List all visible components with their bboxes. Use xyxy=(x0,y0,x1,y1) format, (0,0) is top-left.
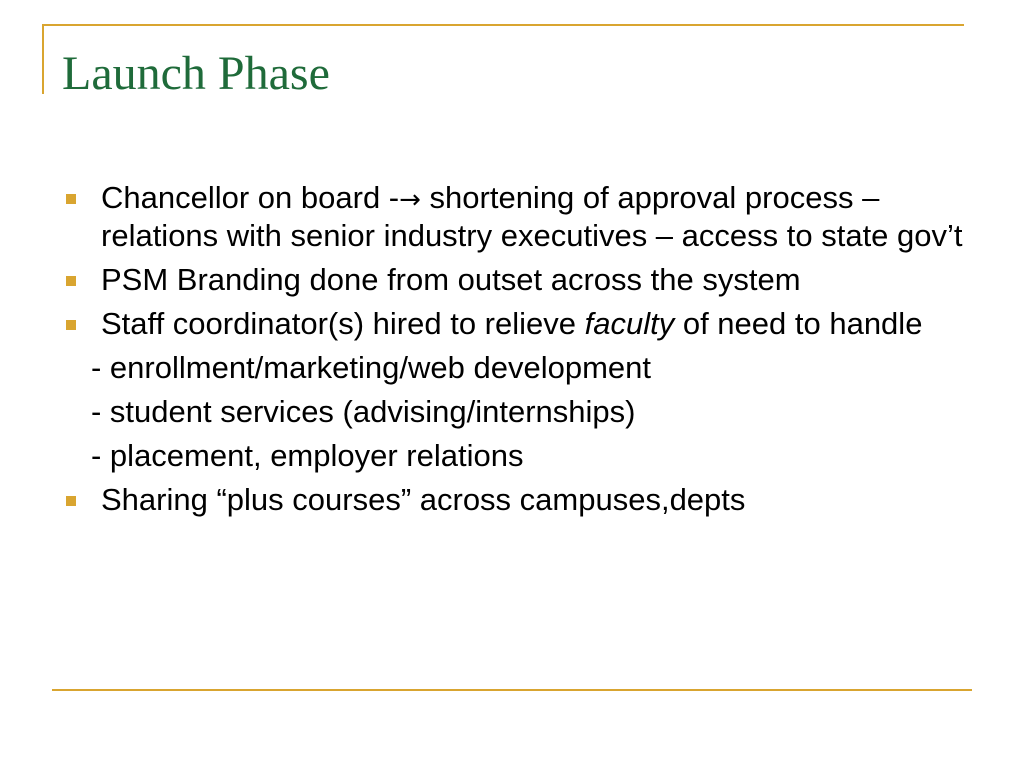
bullet-item-branding xyxy=(64,262,974,297)
sub-item-placement: - placement, employer relations xyxy=(91,438,524,473)
square-bullet-icon xyxy=(66,496,76,506)
bullet-text: Chancellor on board - xyxy=(101,180,400,215)
square-bullet-icon xyxy=(66,194,76,204)
bullet-text: Sharing “plus courses” across campuses,depts xyxy=(101,482,746,517)
bullet-item-chancellor xyxy=(64,180,974,253)
right-arrow-icon: → xyxy=(399,185,421,215)
bullet-emphasis: faculty xyxy=(584,306,675,341)
bullet-text: shortening of approval process – relations with senior industry executives – access to state gov’t xyxy=(101,180,963,253)
bullet-text: of need to handle xyxy=(674,306,923,341)
bullet-item-sharing xyxy=(64,482,974,517)
slide-title: Launch Phase xyxy=(62,47,330,100)
slide-content xyxy=(64,180,974,526)
bottom-border-line xyxy=(52,689,972,691)
bullet-item-staff xyxy=(64,306,974,341)
bullet-text: PSM Branding done from outset across the system xyxy=(101,262,801,297)
left-border-line xyxy=(42,24,44,94)
square-bullet-icon xyxy=(66,320,76,330)
sub-item-enrollment: - enrollment/marketing/web development xyxy=(91,350,651,385)
bullet-text: Staff coordinator(s) hired to relieve xyxy=(101,306,585,341)
top-border-line xyxy=(42,24,964,26)
square-bullet-icon xyxy=(66,276,76,286)
sub-item-student-services: - student services (advising/internships) xyxy=(91,394,636,429)
